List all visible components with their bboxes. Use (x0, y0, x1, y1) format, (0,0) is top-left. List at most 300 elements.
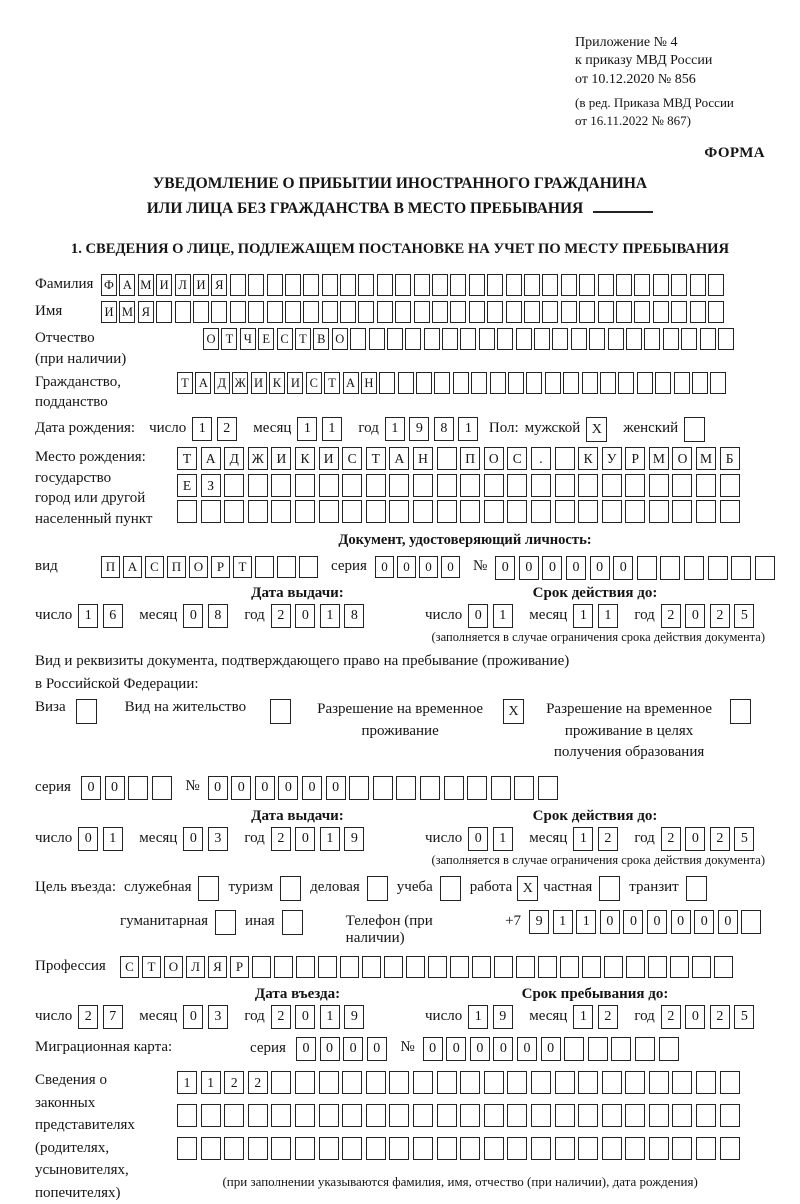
char-cell[interactable]: З (201, 474, 221, 497)
char-cell[interactable] (506, 274, 522, 296)
char-cell[interactable] (670, 956, 689, 978)
char-cell[interactable]: Д (224, 447, 244, 470)
char-cell[interactable]: Т (177, 372, 193, 394)
char-cell[interactable] (444, 776, 464, 800)
char-cell[interactable] (271, 1071, 291, 1094)
char-cell[interactable]: 9 (344, 1005, 364, 1029)
char-cell[interactable] (248, 274, 264, 296)
char-cell[interactable] (555, 1104, 575, 1127)
char-cell[interactable]: К (269, 372, 285, 394)
char-cell[interactable]: Я (138, 301, 154, 323)
char-cell[interactable] (648, 956, 667, 978)
char-cell[interactable] (224, 1104, 244, 1127)
char-cell[interactable] (690, 274, 706, 296)
char-cell[interactable]: 0 (647, 910, 667, 934)
stay-expiry-month-grid[interactable] (573, 827, 622, 851)
char-cell[interactable] (710, 372, 726, 394)
char-cell[interactable] (322, 274, 338, 296)
char-cell[interactable]: . (531, 447, 551, 470)
char-cell[interactable] (413, 500, 433, 523)
char-cell[interactable] (156, 301, 172, 323)
char-cell[interactable] (248, 500, 268, 523)
char-cell[interactable] (696, 474, 716, 497)
char-cell[interactable]: Р (625, 447, 645, 470)
char-cell[interactable] (579, 301, 595, 323)
char-cell[interactable]: М (138, 274, 154, 296)
char-cell[interactable] (555, 447, 575, 470)
char-cell[interactable]: 0 (623, 910, 643, 934)
char-cell[interactable] (413, 1104, 433, 1127)
char-cell[interactable] (684, 556, 704, 580)
until-year-grid[interactable] (661, 1005, 759, 1029)
char-cell[interactable] (625, 500, 645, 523)
char-cell[interactable]: К (578, 447, 598, 470)
char-cell[interactable]: 0 (441, 556, 460, 578)
char-cell[interactable]: 0 (446, 1037, 466, 1061)
char-cell[interactable]: 0 (542, 556, 562, 580)
char-cell[interactable] (582, 372, 598, 394)
stay-expiry-year-grid[interactable] (661, 827, 759, 851)
char-cell[interactable] (538, 776, 558, 800)
char-cell[interactable]: 0 (468, 827, 488, 851)
doc-kind-grid[interactable] (101, 556, 321, 578)
char-cell[interactable] (437, 1104, 457, 1127)
citizenship-grid[interactable] (177, 372, 729, 394)
char-cell[interactable] (175, 301, 191, 323)
char-cell[interactable]: 0 (685, 827, 705, 851)
char-cell[interactable] (681, 328, 697, 350)
stay-issue-month-grid[interactable] (183, 827, 232, 851)
char-cell[interactable] (626, 956, 645, 978)
char-cell[interactable] (598, 274, 614, 296)
char-cell[interactable]: Ч (240, 328, 256, 350)
char-cell[interactable] (319, 500, 339, 523)
char-cell[interactable]: У (602, 447, 622, 470)
char-cell[interactable] (625, 474, 645, 497)
doc-expiry-day-grid[interactable] (468, 604, 517, 628)
char-cell[interactable]: 0 (183, 827, 203, 851)
char-cell[interactable]: Е (177, 474, 197, 497)
rvp-education-checkbox[interactable] (730, 699, 751, 724)
char-cell[interactable] (248, 301, 264, 323)
char-cell[interactable] (389, 1104, 409, 1127)
entry-year-grid[interactable] (271, 1005, 369, 1029)
char-cell[interactable] (602, 1137, 622, 1160)
char-cell[interactable] (384, 956, 403, 978)
male-checkbox[interactable]: X (586, 417, 607, 442)
char-cell[interactable] (437, 1137, 457, 1160)
char-cell[interactable]: Ж (232, 372, 248, 394)
char-cell[interactable]: 0 (295, 604, 315, 628)
char-cell[interactable] (366, 1071, 386, 1094)
char-cell[interactable] (634, 301, 650, 323)
char-cell[interactable] (428, 956, 447, 978)
birth-year-grid[interactable] (385, 417, 483, 441)
char-cell[interactable] (405, 328, 421, 350)
char-cell[interactable]: О (484, 447, 504, 470)
char-cell[interactable]: 0 (600, 910, 620, 934)
char-cell[interactable] (720, 1071, 740, 1094)
doc-expiry-year-grid[interactable] (661, 604, 759, 628)
char-cell[interactable]: Я (208, 956, 227, 978)
char-cell[interactable]: 2 (224, 1071, 244, 1094)
char-cell[interactable]: Л (186, 956, 205, 978)
char-cell[interactable] (389, 500, 409, 523)
representatives-grid-row3[interactable] (177, 1137, 743, 1160)
char-cell[interactable] (649, 1137, 669, 1160)
char-cell[interactable]: С (507, 447, 527, 470)
char-cell[interactable] (672, 1104, 692, 1127)
char-cell[interactable]: С (306, 372, 322, 394)
char-cell[interactable]: Я (211, 274, 227, 296)
char-cell[interactable] (714, 956, 733, 978)
char-cell[interactable] (494, 956, 513, 978)
char-cell[interactable]: 2 (78, 1005, 98, 1029)
char-cell[interactable]: 2 (710, 1005, 730, 1029)
char-cell[interactable] (319, 1071, 339, 1094)
char-cell[interactable] (342, 1137, 362, 1160)
char-cell[interactable] (152, 776, 172, 800)
char-cell[interactable]: Б (720, 447, 740, 470)
char-cell[interactable]: 1 (458, 417, 478, 441)
char-cell[interactable]: О (332, 328, 348, 350)
stay-issue-year-grid[interactable] (271, 827, 369, 851)
char-cell[interactable]: 0 (375, 556, 394, 578)
char-cell[interactable] (358, 301, 374, 323)
char-cell[interactable] (579, 274, 595, 296)
entry-month-grid[interactable] (183, 1005, 232, 1029)
char-cell[interactable] (604, 956, 623, 978)
char-cell[interactable] (177, 1104, 197, 1127)
char-cell[interactable] (319, 1137, 339, 1160)
char-cell[interactable] (602, 1071, 622, 1094)
char-cell[interactable]: А (119, 274, 135, 296)
char-cell[interactable] (659, 1037, 679, 1061)
birth-place-grid-row1[interactable] (177, 447, 743, 470)
char-cell[interactable] (271, 1104, 291, 1127)
char-cell[interactable] (369, 328, 385, 350)
char-cell[interactable] (602, 1104, 622, 1127)
char-cell[interactable] (416, 372, 432, 394)
char-cell[interactable] (653, 301, 669, 323)
char-cell[interactable] (277, 556, 296, 578)
char-cell[interactable] (193, 301, 209, 323)
char-cell[interactable] (296, 956, 315, 978)
char-cell[interactable]: 0 (183, 604, 203, 628)
char-cell[interactable] (484, 1104, 504, 1127)
char-cell[interactable] (414, 301, 430, 323)
purpose-humanitarian-checkbox[interactable] (215, 910, 236, 935)
char-cell[interactable] (248, 1104, 268, 1127)
patronymic-grid[interactable] (203, 328, 736, 350)
char-cell[interactable] (708, 301, 724, 323)
char-cell[interactable] (366, 1104, 386, 1127)
char-cell[interactable]: 2 (710, 827, 730, 851)
char-cell[interactable]: 6 (103, 604, 123, 628)
char-cell[interactable]: 0 (423, 1037, 443, 1061)
char-cell[interactable]: А (201, 447, 221, 470)
char-cell[interactable] (318, 956, 337, 978)
char-cell[interactable] (248, 1137, 268, 1160)
char-cell[interactable]: П (460, 447, 480, 470)
char-cell[interactable]: М (696, 447, 716, 470)
char-cell[interactable] (507, 500, 527, 523)
char-cell[interactable]: 0 (419, 556, 438, 578)
char-cell[interactable] (285, 274, 301, 296)
char-cell[interactable] (389, 1137, 409, 1160)
char-cell[interactable]: 0 (468, 604, 488, 628)
char-cell[interactable]: 0 (613, 556, 633, 580)
firstname-grid[interactable] (101, 301, 726, 323)
char-cell[interactable] (582, 956, 601, 978)
char-cell[interactable] (484, 1137, 504, 1160)
char-cell[interactable]: С (277, 328, 293, 350)
char-cell[interactable] (224, 474, 244, 497)
char-cell[interactable]: 0 (326, 776, 346, 800)
char-cell[interactable]: 1 (493, 604, 513, 628)
char-cell[interactable]: 1 (493, 827, 513, 851)
char-cell[interactable]: 3 (208, 827, 228, 851)
char-cell[interactable]: 1 (78, 604, 98, 628)
char-cell[interactable] (671, 274, 687, 296)
char-cell[interactable] (655, 372, 671, 394)
char-cell[interactable]: Т (324, 372, 340, 394)
char-cell[interactable] (531, 1071, 551, 1094)
char-cell[interactable] (295, 474, 315, 497)
char-cell[interactable] (514, 776, 534, 800)
char-cell[interactable]: 2 (248, 1071, 268, 1094)
char-cell[interactable]: О (189, 556, 208, 578)
char-cell[interactable]: Т (366, 447, 386, 470)
char-cell[interactable] (303, 274, 319, 296)
char-cell[interactable] (271, 1137, 291, 1160)
char-cell[interactable] (611, 1037, 631, 1061)
char-cell[interactable] (526, 372, 542, 394)
char-cell[interactable] (469, 301, 485, 323)
surname-grid[interactable] (101, 274, 726, 296)
char-cell[interactable]: И (319, 447, 339, 470)
entry-day-grid[interactable] (78, 1005, 127, 1029)
stay-expiry-day-grid[interactable] (468, 827, 517, 851)
char-cell[interactable] (731, 556, 751, 580)
char-cell[interactable]: 9 (344, 827, 364, 851)
char-cell[interactable]: 0 (367, 1037, 387, 1061)
char-cell[interactable] (303, 301, 319, 323)
char-cell[interactable]: Т (221, 328, 237, 350)
char-cell[interactable] (248, 474, 268, 497)
char-cell[interactable]: 0 (397, 556, 416, 578)
char-cell[interactable]: 0 (302, 776, 322, 800)
birth-place-grid-row2[interactable] (177, 474, 743, 497)
birth-place-grid-row3[interactable] (177, 500, 743, 523)
char-cell[interactable] (672, 1137, 692, 1160)
char-cell[interactable]: 2 (598, 1005, 618, 1029)
char-cell[interactable]: 0 (470, 1037, 490, 1061)
char-cell[interactable] (442, 328, 458, 350)
female-checkbox[interactable] (684, 417, 705, 442)
char-cell[interactable] (555, 1137, 575, 1160)
char-cell[interactable] (319, 474, 339, 497)
char-cell[interactable] (507, 1071, 527, 1094)
char-cell[interactable] (224, 1137, 244, 1160)
char-cell[interactable] (255, 556, 274, 578)
char-cell[interactable] (230, 301, 246, 323)
char-cell[interactable] (508, 372, 524, 394)
char-cell[interactable] (600, 372, 616, 394)
char-cell[interactable] (398, 372, 414, 394)
char-cell[interactable] (626, 328, 642, 350)
char-cell[interactable]: И (101, 301, 117, 323)
char-cell[interactable]: 0 (295, 827, 315, 851)
char-cell[interactable]: 0 (671, 910, 691, 934)
char-cell[interactable] (271, 500, 291, 523)
residence-permit-checkbox[interactable] (270, 699, 291, 724)
char-cell[interactable]: 2 (217, 417, 237, 441)
char-cell[interactable] (271, 474, 291, 497)
char-cell[interactable] (342, 1071, 362, 1094)
char-cell[interactable] (589, 328, 605, 350)
char-cell[interactable] (437, 474, 457, 497)
char-cell[interactable] (696, 1137, 716, 1160)
char-cell[interactable] (531, 500, 551, 523)
char-cell[interactable] (389, 1071, 409, 1094)
char-cell[interactable] (366, 1137, 386, 1160)
char-cell[interactable] (377, 274, 393, 296)
char-cell[interactable] (578, 1071, 598, 1094)
char-cell[interactable] (578, 474, 598, 497)
purpose-official-checkbox[interactable] (198, 876, 219, 901)
char-cell[interactable] (708, 556, 728, 580)
char-cell[interactable] (362, 956, 381, 978)
char-cell[interactable] (450, 301, 466, 323)
char-cell[interactable]: 0 (231, 776, 251, 800)
char-cell[interactable] (524, 301, 540, 323)
char-cell[interactable] (672, 1071, 692, 1094)
char-cell[interactable]: 0 (343, 1037, 363, 1061)
representatives-grid-row1[interactable] (177, 1071, 743, 1094)
char-cell[interactable] (358, 274, 374, 296)
char-cell[interactable] (177, 500, 197, 523)
char-cell[interactable]: И (156, 274, 172, 296)
char-cell[interactable] (224, 500, 244, 523)
char-cell[interactable] (507, 474, 527, 497)
char-cell[interactable] (453, 372, 469, 394)
char-cell[interactable]: И (193, 274, 209, 296)
char-cell[interactable]: А (123, 556, 142, 578)
char-cell[interactable] (602, 500, 622, 523)
char-cell[interactable] (563, 372, 579, 394)
char-cell[interactable] (484, 474, 504, 497)
char-cell[interactable]: 0 (685, 1005, 705, 1029)
char-cell[interactable] (487, 274, 503, 296)
char-cell[interactable]: М (119, 301, 135, 323)
char-cell[interactable] (649, 474, 669, 497)
char-cell[interactable] (373, 776, 393, 800)
char-cell[interactable] (469, 274, 485, 296)
char-cell[interactable] (379, 372, 395, 394)
purpose-work-checkbox[interactable]: X (517, 876, 538, 901)
char-cell[interactable] (616, 301, 632, 323)
char-cell[interactable]: 0 (493, 1037, 513, 1061)
char-cell[interactable] (450, 274, 466, 296)
char-cell[interactable]: 0 (694, 910, 714, 934)
char-cell[interactable] (561, 301, 577, 323)
char-cell[interactable] (516, 956, 535, 978)
char-cell[interactable]: Л (175, 274, 191, 296)
purpose-other-checkbox[interactable] (282, 910, 303, 935)
char-cell[interactable] (295, 500, 315, 523)
char-cell[interactable]: 1 (177, 1071, 197, 1094)
char-cell[interactable]: 2 (661, 1005, 681, 1029)
char-cell[interactable]: 8 (208, 604, 228, 628)
char-cell[interactable] (542, 301, 558, 323)
char-cell[interactable]: И (271, 447, 291, 470)
char-cell[interactable]: 8 (344, 604, 364, 628)
purpose-business-checkbox[interactable] (367, 876, 388, 901)
char-cell[interactable] (720, 1104, 740, 1127)
char-cell[interactable] (602, 474, 622, 497)
char-cell[interactable] (625, 1104, 645, 1127)
char-cell[interactable]: 0 (255, 776, 275, 800)
doc-issue-day-grid[interactable] (78, 604, 127, 628)
char-cell[interactable] (696, 1071, 716, 1094)
char-cell[interactable]: 2 (710, 604, 730, 628)
char-cell[interactable] (437, 500, 457, 523)
char-cell[interactable] (649, 1071, 669, 1094)
char-cell[interactable] (534, 328, 550, 350)
char-cell[interactable]: 9 (409, 417, 429, 441)
char-cell[interactable] (635, 1037, 655, 1061)
until-day-grid[interactable] (468, 1005, 517, 1029)
char-cell[interactable] (413, 1137, 433, 1160)
char-cell[interactable]: 1 (297, 417, 317, 441)
char-cell[interactable]: 1 (553, 910, 573, 934)
char-cell[interactable]: Ф (101, 274, 117, 296)
char-cell[interactable] (413, 474, 433, 497)
char-cell[interactable] (524, 274, 540, 296)
char-cell[interactable] (578, 500, 598, 523)
char-cell[interactable]: 1 (201, 1071, 221, 1094)
char-cell[interactable]: Р (211, 556, 230, 578)
char-cell[interactable] (491, 776, 511, 800)
representatives-grid-row2[interactable] (177, 1104, 743, 1127)
char-cell[interactable] (342, 474, 362, 497)
char-cell[interactable]: Н (361, 372, 377, 394)
char-cell[interactable]: 1 (576, 910, 596, 934)
char-cell[interactable] (507, 1137, 527, 1160)
char-cell[interactable]: В (313, 328, 329, 350)
char-cell[interactable] (342, 500, 362, 523)
char-cell[interactable] (560, 956, 579, 978)
purpose-private-checkbox[interactable] (599, 876, 620, 901)
char-cell[interactable] (555, 474, 575, 497)
char-cell[interactable]: 9 (493, 1005, 513, 1029)
char-cell[interactable] (571, 328, 587, 350)
char-cell[interactable] (295, 1137, 315, 1160)
char-cell[interactable] (414, 274, 430, 296)
char-cell[interactable]: 2 (271, 827, 291, 851)
char-cell[interactable] (230, 274, 246, 296)
char-cell[interactable] (460, 1071, 480, 1094)
char-cell[interactable] (649, 1104, 669, 1127)
char-cell[interactable]: О (203, 328, 219, 350)
char-cell[interactable] (555, 1071, 575, 1094)
char-cell[interactable] (389, 474, 409, 497)
char-cell[interactable] (201, 500, 221, 523)
stay-number-grid[interactable] (208, 776, 562, 800)
char-cell[interactable] (531, 1137, 551, 1160)
doc-issue-month-grid[interactable] (183, 604, 232, 628)
